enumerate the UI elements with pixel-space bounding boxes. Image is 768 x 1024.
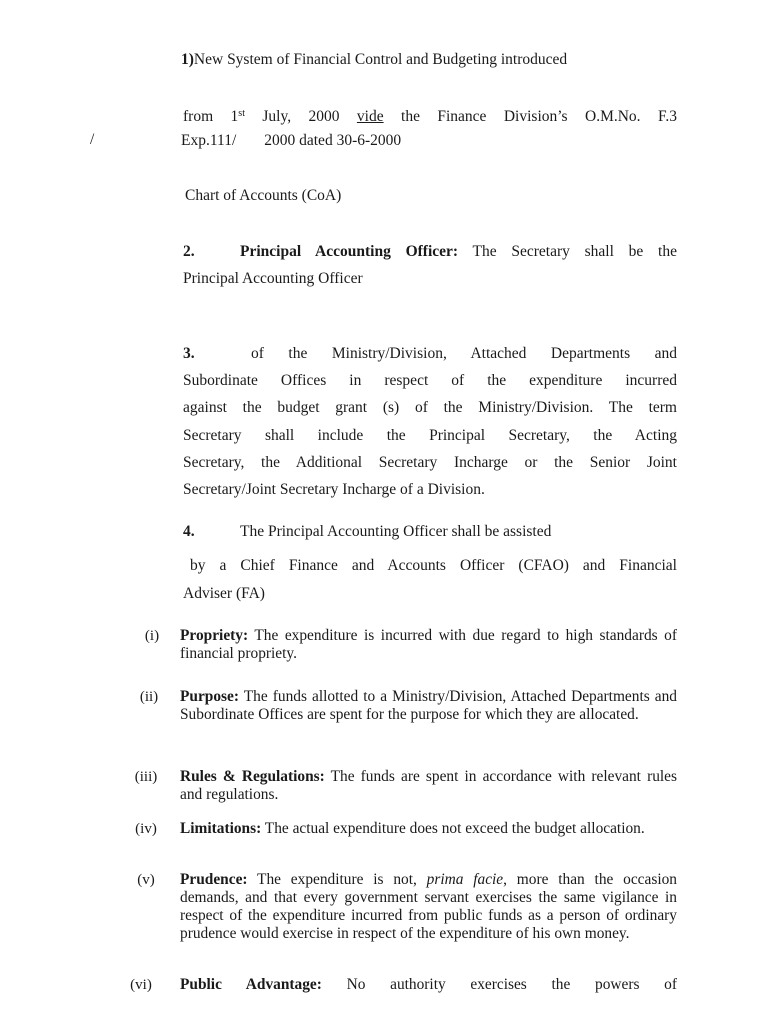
item-6-text — [180, 976, 677, 994]
section-3-number: 3. — [183, 345, 195, 362]
item-2-text — [180, 688, 677, 724]
item-2-roman: (ii) — [139, 689, 159, 705]
item-4-text — [180, 820, 677, 838]
coa-heading: Chart of Accounts (CoA) — [185, 187, 342, 204]
from-rest: the Finance Division’s O.M.No. F.3 — [383, 108, 677, 125]
from-text: from 1 — [183, 108, 239, 125]
section-3-line-4: Secretary shall include the Principal Secretary, the Acting — [183, 427, 677, 444]
section-2-line1-rest: The Secretary shall be the — [458, 243, 677, 260]
section-2-line-2: Principal Accounting Officer — [183, 270, 363, 287]
item-4-title: Limitations: — [180, 820, 262, 837]
item-5-roman: (v) — [137, 872, 155, 888]
section-3-line-1 — [183, 340, 677, 367]
item-3-roman: (iii) — [134, 769, 158, 785]
heading-text: New System of Financial Control and Budgeting introduced — [193, 51, 568, 68]
section-2-number: 2. — [183, 243, 195, 260]
from-line-2 — [181, 131, 401, 151]
item-1-roman: (i) — [144, 628, 160, 644]
item-3-body: The funds are spent in accordance with relevant rules and regulations. — [180, 768, 677, 803]
date-rest: July, 2000 — [244, 108, 357, 125]
heading-line — [181, 50, 567, 70]
vide-text: vide — [356, 108, 384, 125]
section-3-line-5: Secretary, the Additional Secretary Incharge or the Senior Joint — [183, 454, 677, 471]
section-4-line1-text: The Principal Accounting Officer shall be assisted — [240, 523, 552, 540]
item-2-title: Purpose: — [180, 688, 239, 705]
item-4-roman: (iv) — [135, 821, 157, 837]
item-6-title: Public Advantage: — [180, 976, 322, 993]
section-2-title: Principal Accounting Officer: — [240, 243, 459, 260]
item-4-body: The actual expenditure does not exceed the budget allocation. — [261, 820, 645, 837]
section-4-number: 4. — [183, 523, 195, 540]
item-5-body-a: The expenditure is not, — [247, 871, 427, 888]
section-2-line-1 — [183, 238, 677, 265]
item-6-body: No authority exercises the powers of — [321, 976, 678, 993]
item-3-title: Rules & Regulations: — [180, 768, 325, 785]
section-4-line-3: Adviser (FA) — [183, 585, 265, 602]
section-4-line-1 — [183, 522, 551, 542]
section-3-line1-text: of the Ministry/Division, Attached Departments and — [251, 345, 677, 362]
item-1-text — [180, 627, 677, 663]
date-superscript: st — [238, 108, 245, 119]
item-5-body-b: , more than the occasion demands, and that every government servant exercises the same vigilance in respect of the expenditure incurred from public funds as a person of ordinary prudence would exercise in respect of the expenditure of his own money. — [180, 871, 677, 942]
item-5-title: Prudence: — [180, 871, 248, 888]
section-3-line-3: against the budget grant (s) of the Ministry/Division. The term — [183, 399, 677, 416]
item-6-roman: (vi) — [130, 977, 152, 993]
item-2-body: The funds allotted to a Ministry/Division, Attached Departments and Subordinate Offices are spent for the purpose for which they are allocated. — [180, 688, 677, 723]
from-line-1 — [183, 100, 677, 130]
section-4-line-2: by a Chief Finance and Accounts Officer (CFAO) and Financial — [190, 557, 677, 574]
heading-number: 1) — [181, 51, 194, 68]
om-date: 2000 dated 30-6-2000 — [264, 132, 402, 149]
item-5-italic: prima facie — [426, 871, 504, 888]
margin-slash: / — [90, 131, 95, 148]
section-3-line-6: Secretary/Joint Secretary Incharge of a Division. — [183, 481, 485, 498]
section-3-line-2: Subordinate Offices in respect of the expenditure incurred — [183, 372, 677, 389]
item-3-text — [180, 768, 677, 804]
om-number-part: Exp.111/ — [181, 132, 237, 149]
item-5-text — [180, 871, 677, 943]
item-1-body: The expenditure is incurred with due regard to high standards of financial propriety. — [180, 627, 677, 662]
item-1-title: Propriety: — [180, 627, 249, 644]
